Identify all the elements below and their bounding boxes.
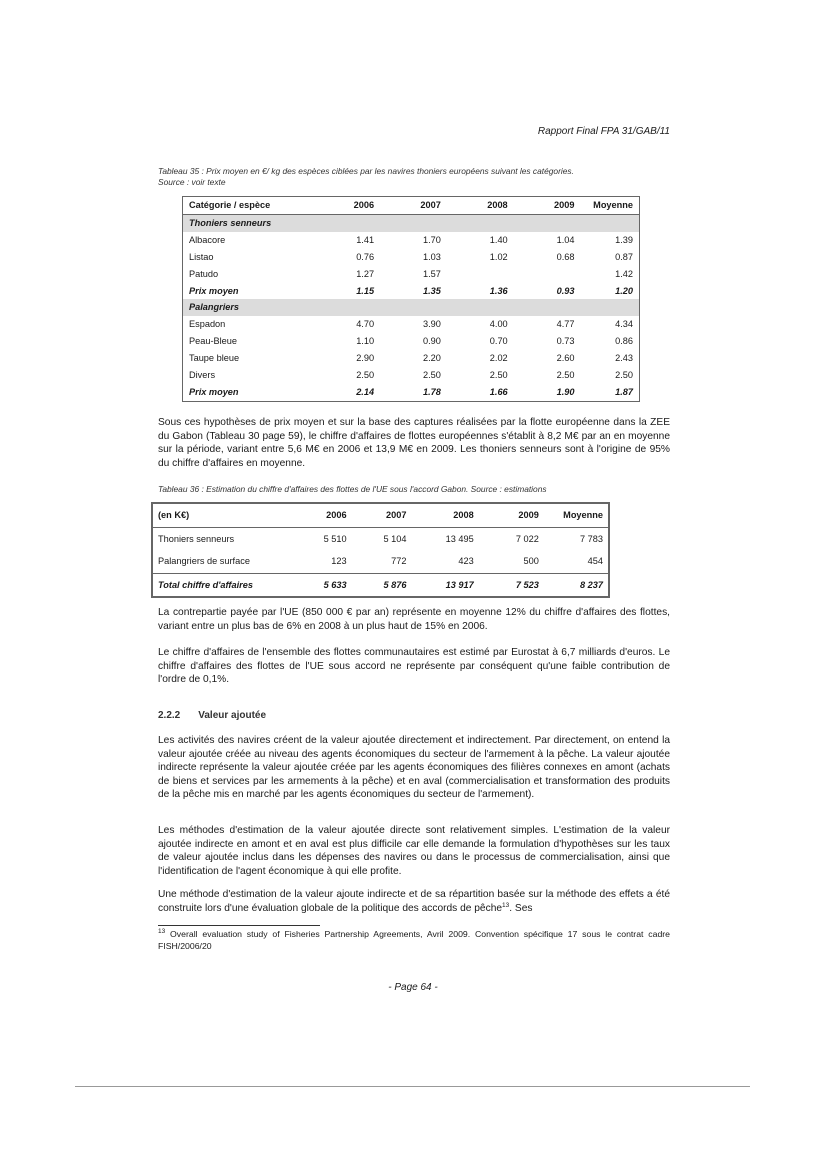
table-cell: 1.04 — [556, 234, 575, 245]
table35-caption-line2: Source : voir texte — [158, 177, 226, 187]
table-cell: 7 783 — [580, 533, 603, 544]
table-cell: 7 523 — [479, 573, 544, 597]
table36-caption: Tableau 36 : Estimation du chiffre d'affaires des flottes de l'UE sous l'accord Gabon. Source : estimations — [158, 484, 547, 494]
table-row — [183, 232, 640, 249]
table-row — [183, 316, 640, 333]
table-row — [183, 333, 640, 350]
paragraph: Sous ces hypothèses de prix moyen et sur la base des captures réalisées par la flotte européenne dans la ZEE du Gabon (Tableau 30 page 59), le chiffre d'affaires de flottes européennes s'établit à 8,2 M€ par an en moyenne sur la période, variant entre 5,6 M€ en 2006 et 13,9 M€ en 2009. Les thoniers senneurs sont à l'origine de 95% du chiffre d'affaires en moyenne. — [158, 417, 670, 469]
footnote-text: Overall evaluation study of Fisheries Partnership Agreements, Avril 2009. Convention spécifique 17 sous le contrat cadre FISH/2006/20 — [158, 929, 670, 951]
table36 — [151, 502, 610, 598]
table-cell: Listao — [189, 251, 214, 262]
table-cell: 4.70 — [356, 319, 375, 330]
table-row — [183, 350, 640, 367]
paragraph: Le chiffre d'affaires de l'ensemble des flottes communautaires est estimé par Eurostat à 6,7 milliards d'euros. Le chiffre d'affaires des flottes de l'UE sous accord ne représente par conséquent qu'une faible contribution de l'ordre de 0,1%. — [158, 647, 670, 686]
table-cell: Divers — [189, 370, 216, 381]
footnote-number: 13 — [158, 928, 166, 935]
paragraph: Les activités des navires créent de la valeur ajoutée directement et indirectement. Par directement, on entend la valeur ajoutée créée au niveau des agents économiques du secteur de l'armement à la pêche. La valeur ajoutée indirecte représente la valeur ajoutée créée par les agents économiques des filières connexes en amont (achats de biens et services par les armements à la pêche) et en aval (commercialisation et transformation des produits de la pêche mis en marché par les agents économiques du secteur de l'armement). — [158, 735, 670, 801]
table-cell: 1.36 — [489, 285, 508, 296]
table-cell — [447, 266, 514, 283]
table-cell: 0.70 — [489, 336, 508, 347]
table35-header-cell: 2008 — [447, 197, 514, 215]
running-header: Rapport Final FPA 31/GAB/11 — [537, 126, 670, 137]
table-cell: 2.02 — [489, 353, 508, 364]
table-cell: 1.10 — [356, 336, 375, 347]
table-row — [183, 367, 640, 384]
table-cell: 1.90 — [556, 386, 575, 397]
table-cell: Espadon — [189, 319, 226, 330]
table-cell: 2.90 — [356, 353, 375, 364]
table35-caption — [158, 166, 574, 188]
table-row — [152, 527, 609, 550]
table-cell: 454 — [587, 556, 603, 566]
table36-header-cell: 2007 — [352, 503, 412, 527]
table-cell: 4.00 — [489, 319, 508, 330]
table35-section-row — [183, 299, 640, 316]
footnote-divider — [158, 925, 320, 926]
table-cell: 8 237 — [544, 573, 609, 597]
table-cell: 1.02 — [489, 251, 508, 262]
table-cell: 0.90 — [422, 336, 441, 347]
table36-header-cell: Moyenne — [544, 503, 609, 527]
table-cell: Albacore — [189, 234, 226, 245]
table-cell: 423 — [458, 556, 474, 566]
page-number: - Page 64 - — [388, 982, 438, 993]
table35-header-row — [183, 197, 640, 215]
table-cell: 3.90 — [422, 319, 441, 330]
table36-total-row — [152, 573, 609, 597]
table-row — [183, 249, 640, 266]
table-cell: 2.20 — [422, 353, 441, 364]
table36-header-cell: 2008 — [411, 503, 478, 527]
table-cell: Total chiffre d'affaires — [152, 573, 286, 597]
table-cell: 0.86 — [615, 336, 633, 347]
table35-section-row — [183, 214, 640, 231]
table-cell: 1.20 — [615, 285, 633, 296]
table-cell: 0.87 — [615, 251, 633, 262]
table-cell: 1.57 — [422, 268, 441, 279]
footnote — [158, 929, 670, 952]
table-cell: 500 — [523, 556, 539, 566]
table-cell: 2.14 — [356, 386, 375, 397]
table-cell: 1.78 — [422, 386, 441, 397]
table-cell: 0.68 — [556, 251, 575, 262]
table35-header-cell: 2007 — [380, 197, 447, 215]
table-cell: 5 510 — [323, 533, 347, 544]
table-cell: 1.39 — [615, 234, 633, 245]
table-cell: 2.50 — [489, 370, 508, 381]
paragraph-text: Une méthode d'estimation de la valeur ajoute indirecte et de sa répartition basée sur la méthode des effets a été construite lors d'une évaluation globale de la politique des accords de pêche — [158, 889, 670, 914]
section-title: Valeur ajoutée — [198, 710, 267, 721]
table-cell: 2.43 — [615, 353, 633, 364]
table-cell: 772 — [391, 556, 407, 566]
table-cell: 1.27 — [356, 268, 375, 279]
table-cell: 2.50 — [615, 370, 633, 381]
table-cell: 1.03 — [422, 251, 441, 262]
table-row — [183, 266, 640, 283]
table-cell — [514, 266, 581, 283]
table36-header-cell: (en K€) — [152, 503, 286, 527]
table35-average-row — [183, 384, 640, 401]
table35-average-row — [183, 283, 640, 300]
table-cell: 5 104 — [383, 533, 407, 544]
table-cell: 1.15 — [356, 285, 375, 296]
table-cell: Patudo — [189, 268, 219, 279]
table-cell: 2.50 — [356, 370, 375, 381]
table-cell: 2.50 — [422, 370, 441, 381]
table-cell: 2.60 — [556, 353, 575, 364]
table35-header-cell: Moyenne — [580, 197, 639, 215]
table-cell: 1.87 — [615, 386, 633, 397]
table-cell: 5 876 — [352, 573, 412, 597]
table-cell: 0.73 — [556, 336, 575, 347]
table36-header-cell: 2006 — [286, 503, 351, 527]
section-heading — [158, 710, 284, 721]
table35-header-cell: 2009 — [514, 197, 581, 215]
table35-header-cell: Catégorie / espèce — [183, 197, 311, 215]
table-row — [152, 550, 609, 573]
table-cell: 2.50 — [556, 370, 575, 381]
table36-header-cell: 2009 — [479, 503, 544, 527]
page-bottom-divider — [75, 1086, 750, 1087]
table35-caption-line1: Tableau 35 : Prix moyen en €/ kg des espèces ciblées par les navires thoniers européens suivant les catégories. — [158, 166, 574, 176]
table-cell: 1.35 — [422, 285, 441, 296]
table-cell: 123 — [331, 556, 347, 566]
table-cell: Peau-Bleue — [189, 336, 238, 347]
table-cell: 1.66 — [489, 386, 508, 397]
table-cell: 13 495 — [445, 533, 474, 544]
section-number: 2.2.2 — [158, 710, 181, 721]
paragraph — [158, 888, 670, 915]
table-cell: 4.77 — [556, 319, 575, 330]
table-cell: 13 917 — [411, 573, 478, 597]
table35-header-cell: 2006 — [310, 197, 380, 215]
table-cell: 4.34 — [615, 319, 633, 330]
table-cell: Thoniers senneurs — [158, 533, 235, 544]
table-cell: 1.42 — [615, 268, 633, 279]
table-cell: 1.70 — [422, 234, 441, 245]
table-cell: Taupe bleue — [189, 353, 240, 364]
table-cell: 7 022 — [515, 533, 539, 544]
table-cell: 1.40 — [489, 234, 508, 245]
table-cell: 1.41 — [356, 234, 375, 245]
table36-header-row — [152, 503, 609, 527]
table-cell: 0.76 — [356, 251, 375, 262]
paragraph: La contrepartie payée par l'UE (850 000 € par an) représente en moyenne 12% du chiffre d'affaires des flottes, variant entre un plus bas de 6% en 2008 à un plus haut de 15% en 2006. — [158, 607, 670, 632]
table35-section-title: Thoniers senneurs — [183, 214, 640, 231]
table35 — [182, 196, 640, 402]
table35-section-title: Palangriers — [183, 299, 640, 316]
table-cell: Prix moyen — [189, 386, 239, 397]
table-cell: 0.93 — [556, 285, 575, 296]
paragraph: Les méthodes d'estimation de la valeur ajoutée directe sont relativement simples. L'estimation de la valeur ajoutée indirecte en amont et en aval est plus difficile car elle demande la formulation d'hypothèses sur les taux de valeur ajoutée inclus dans les dépenses des navires ou dans le processus de commercialisation, ainsi que l'identification de l'agent économique à qui elle profite. — [158, 825, 670, 877]
footnote-reference[interactable]: 13 — [502, 901, 510, 909]
table-cell: Palangriers de surface — [158, 556, 250, 566]
table-cell: Prix moyen — [189, 285, 239, 296]
table-cell: 5 633 — [286, 573, 351, 597]
paragraph-text: . Ses — [509, 902, 533, 914]
